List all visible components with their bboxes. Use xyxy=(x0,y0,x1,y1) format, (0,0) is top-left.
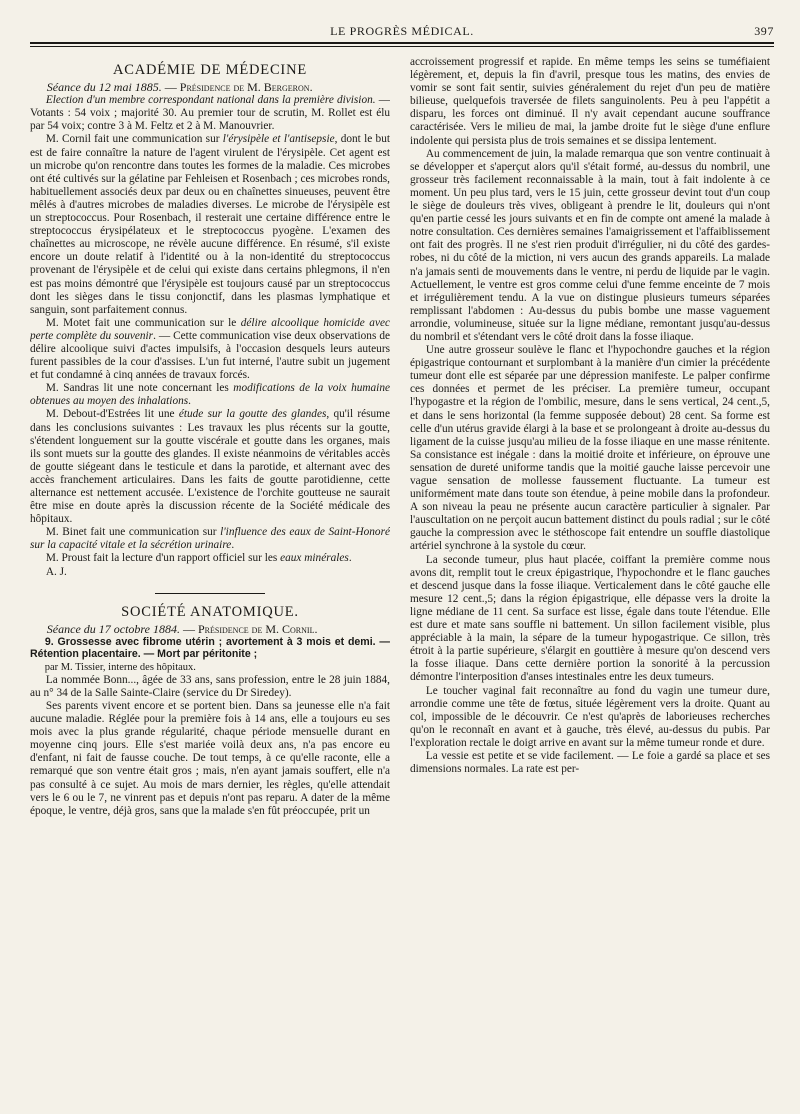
page-number: 397 xyxy=(754,24,774,38)
paragraph-text: M. Sandras lit une note concernant les xyxy=(45,382,234,395)
academie-seance-line xyxy=(30,81,390,94)
case-paragraph: La nommée Bonn..., âgée de 33 ans, sans profession, entre le 28 juin 1884, au n° 34 de la Salle Sainte-Claire (service du Dr Siredey). xyxy=(30,673,390,699)
case-paragraph: La vessie est petite et se vide facilement. — Le foie a gardé sa place et ses dimensions normales. La rate est per- xyxy=(410,749,770,776)
academie-seance-presidence: — Présidence de M. Bergeron. xyxy=(161,80,313,95)
paragraph-text: . xyxy=(348,552,352,565)
paragraph-text: M. Binet fait une communication sur xyxy=(45,526,221,539)
academie-seance-date: Séance du 12 mai 1885. xyxy=(46,80,162,95)
academie-paragraph xyxy=(30,133,390,316)
paragraph-italic: l'érysipèle et l'antisepsie xyxy=(222,133,335,146)
case-heading: 9. Grossesse avec fibrome utérin ; avortement à 3 mois et demi. — Rétention placentaire. — Mort par péritonite ; xyxy=(30,635,390,661)
societe-section-title: SOCIÉTÉ ANATOMIQUE. xyxy=(121,603,299,620)
paragraph-italic: modifications de la voix humaine obtenues au moyen des inhalations xyxy=(30,382,390,408)
case-author: par M. Tissier, interne des hôpitaux. xyxy=(44,661,196,673)
societe-seance-presidence: — Présidence de M. Cornil. xyxy=(180,621,318,636)
header-rule-thick xyxy=(30,42,774,44)
paragraph-text: M. Proust fait la lecture d'un rapport officiel sur les xyxy=(45,552,281,565)
case-paragraph: Le toucher vaginal fait reconnaître au fond du vagin une tumeur dure, arrondie comme une tête de fœtus, située légèrement vers la droite. Quant au col, impossible de le découvrir. Ce n'est qu'après de laborieuses recherches qu'on le reconnaît en avant et à gauche, très élevé, au-dessus du pubis. Par l'exploration rectale le doigt arrive en avant sur la même tumeur ronde et dure. xyxy=(410,684,770,749)
academie-paragraph xyxy=(30,382,390,408)
case-paragraph: accroissement progressif et rapide. En même temps les seins se tuméfiaient légèrement, et, depuis la fin d'avril, presque tous les matins, des envies de vomir se sont fait sentir, suivies généralement du rejet d'un peu de matière bilieuse, quelquefois traversée de filets sanguinolents. Peu à peu l'appétit a disparu, les forces ont diminué. Il n'y avait cependant aucune souffrance caractérisée. Vers le milieu de mai, la jambe droite fut le siège d'une enflure indolente qui persista plus de trois semaines et se dissipa lentement. xyxy=(410,56,770,147)
academie-section-title: ACADÉMIE DE MÉDECINE xyxy=(112,62,307,78)
academie-signature: A. J. xyxy=(45,565,67,578)
paragraph-text: . xyxy=(188,395,191,408)
academie-paragraph xyxy=(30,552,390,565)
paragraph-text: . — Cette communication vise deux observations de délire alcoolique suivi d'actes impulsifs, à l'occasion desquels leurs auteurs furent passibles de la cour d'assises. L'un fut interné, l'autre subit un jugement et fut condamné à cinq années de travaux forcés. xyxy=(30,329,390,382)
societe-seance-date: Séance du 17 octobre 1884. xyxy=(46,621,180,636)
academie-paragraph xyxy=(30,317,390,382)
societe-seance-line xyxy=(30,623,390,636)
academie-paragraph xyxy=(30,94,390,133)
paragraph-italic: délire alcoolique homicide avec perte complète du souvenir xyxy=(30,316,390,342)
paragraph-text: M. Cornil fait une communication sur xyxy=(45,133,223,146)
paragraph-text: M. Debout-d'Estrées lit une xyxy=(45,408,179,421)
paragraph-italic: l'influence des eaux de Saint-Honoré sur la capacité vitale et la sécrétion urinaire xyxy=(30,526,390,552)
paragraph-text: . xyxy=(231,539,235,552)
academie-paragraph xyxy=(30,408,390,526)
header-rule-thin xyxy=(30,46,774,47)
right-column xyxy=(410,56,770,1102)
section-divider xyxy=(155,593,265,594)
case-paragraph: Ses parents vivent encore et se portent bien. Dans sa jeunesse elle n'a fait aucune maladie. Réglée pour la première fois à 14 ans, elle a toujours eu ses mois avec la plus grande régularité, chaque période mensuelle durant en moyenne cinq jours. Elle s'est mariée voilà deux ans, n'a pas encore eu d'enfant, ni fait de fausse couche. De tout temps, à ce qu'elle raconte, elle a remarqué que son ventre était gros ; mais, n'en ayant jamais souffert, elle n'a pas consulté à ce sujet. Au mois de mars dernier, les règles, qu'elle attendait vers le 6 ou le 7, ne vinrent pas et depuis n'ont pas reparu. A dater de la même époque, le ventre, déjà gros, sans que la malade s'en fût préoccupée, prit un xyxy=(30,699,390,817)
case-paragraph: La seconde tumeur, plus haut placée, coiffant la première comme nous avons dit, remplit tout le creux épigastrique, l'hypochondre et le flanc gauches et descend jusque dans la fosse iliaque. Verticalement dans le côté gauche elle mesure 12 cent.,5; dans la région épigastrique, elle dépasse vers la droite la ligne médiane de 11 cent. Sa surface est lisse, égale dans toute l'étendue. Elle est dure et mate sans souffle ni battement. Un sillon facilement visible, plus appréciable à la main, la sépare de la tumeur hypogastrique. Ce sillon, très étroit à la partie supérieure, s'élargit en gouttière à mesure qu'on descend vers la fosse iliaque. Dans cette dernière portion la sonorité à la percussion démontre l'interposition d'anses intestinales entre les deux tumeurs. xyxy=(410,553,770,684)
paragraph-italic: eaux minérales xyxy=(280,552,349,565)
journal-title: LE PROGRÈS MÉDICAL. xyxy=(330,24,474,38)
case-paragraph: Une autre grosseur soulève le flanc et l'hypochondre gauches et la région épigastrique contournant et surplombant à la manière d'un cimier la précédente tumeur dont elle est séparée par une dépression manifeste. Le palper confirme ces données et permet de les préciser. La première tumeur, occupant l'hypogastre et la région de l'ombilic, mesure, dans le sens vertical, 24 cent.,5, et dans le sens horizontal (la femme supposée debout) 28 cent. Sa forme est celle d'un utérus gravide élargi à la base et se prolongeant à droite au-dessus du ligament de la cuisse jusqu'au milieu de la fosse iliaque en une masse rénitente. Sa consistance est inégale : dans la moitié droite et inférieure, on éprouve une sensation de dureté uniforme tandis que la moitié gauche laisse percevoir une vague sensation de mollesse faussement fluctuante. La tumeur est uniformément mate dans toute son étendue, à peine mobile dans la profondeur. A son niveau la peau ne présente aucun caractère particulier à signaler. Par l'auscultation on ne perçoit aucun battement distinct du pouls radial ; sur le côté gauche la compression avec le stéthoscope fait entendre un souffle diastolique artériel synchrone à la systole du cœur. xyxy=(410,344,770,553)
paragraph-text: M. Motet fait une communication sur le xyxy=(45,316,241,329)
running-header xyxy=(30,24,774,42)
left-column xyxy=(30,58,390,1104)
paragraph-italic: Election d'un membre correspondant national dans la première division. xyxy=(45,94,376,107)
paragraph-text: — Votants : 54 voix ; majorité 30. Au premier tour de scrutin, M. Rollet est élu par 54 voix; contre 3 à M. Feltz et 2 à M. Manouvrier. xyxy=(30,94,390,133)
case-paragraph: Au commencement de juin, la malade remarqua que son ventre continuait à se développer et s'aperçut alors qu'il s'était formé, au-dessus du nombril, une grosseur très facilement reconnaissable à la main, tout à fait indolente à ce moment. Un peu plus tard, vers le 15 juin, cette grosseur devint tout d'un coup le siège de douleurs très vives, obligeant à prendre le lit, douleurs qui n'ont qu'en partie cessé les jours suivants et en fin de compte ont amené la malade à notre consultation. Ces dernières semaines l'amaigrissement et l'affaiblissement ont fait des progrès. Il ne s'est rien produit d'irrégulier, ni du côté des gardes-robes, ni du côté de la miction, ni vers aucun des grands appareils. La malade n'a jamais senti de mouvements dans le ventre, ni perdu de liquide par le vagin. Actuellement, le ventre est gros comme celui d'une femme enceinte de 7 mois et irrégulièrement tendu. A la vue on distingue plusieurs tumeurs séparées remplissant l'abdomen : Au-dessus du pubis bombe une masse vaguement arrondie, volumineuse, située sur la ligne médiane, remontant jusqu'au-dessus du nombril et s'étendant vers le côté droit dans la fosse iliaque. xyxy=(410,147,770,343)
paragraph-text: , qu'il résume dans les conclusions suivantes : Les travaux les plus récents sur la goutte, s'étendent longuement sur la goutte viscérale et goutte dans les organes, mais ils sont muets sur la goutte des glandes. Il existe néanmoins de véritables accès de goutte siégeant dans le testicule et dans la parotide, et alternant avec des accès franchement articulaires. Dans les faits de goutte parotidienne, cette alternance est nettement accusée. L'existence de l'orchite goutteuse ne saurait être mise en doute après la discussion récente de la Société médicale des hôpitaux. xyxy=(30,408,390,526)
academie-paragraph xyxy=(30,526,390,552)
paragraph-text: , dont le but est de faire connaître la nature de l'agent virulent de l'érysipèle. Cet agent est un microbe qu'on rencontre dans toutes les formes de la maladie. Ces microbes ont été cultivés sur la gélatine par Fehleisen et Rosenbach ; ces microbes ronds, habituellement associés deux par deux ou en chaînettes sinueuses, peuvent être mêlés à d'autres microbes de maladies diverses. Le microbe de l'érysipèle est un streptococcus. Pour Rosenbach, il resterait une certaine différence entre le streptococcus érysipélateux et le streptococcus pyogène. L'examen des chaînettes au microscope, ne révèle aucune différence. En résumé, s'il existe encore un doute relatif à l'identité ou à la non-identité du streptococcus provenant de l'érysipèle et de celui qui existe dans certains phlegmons, il n'en est pas moins démontré que l'érysipèle est toujours causé par un streptococcus dont les sièges dans le tissu conjonctif, dans les plasmas lymphatique et sanguin, sont parfaitement connus. xyxy=(30,133,390,316)
paragraph-italic: étude sur la goutte des glandes xyxy=(178,408,327,421)
